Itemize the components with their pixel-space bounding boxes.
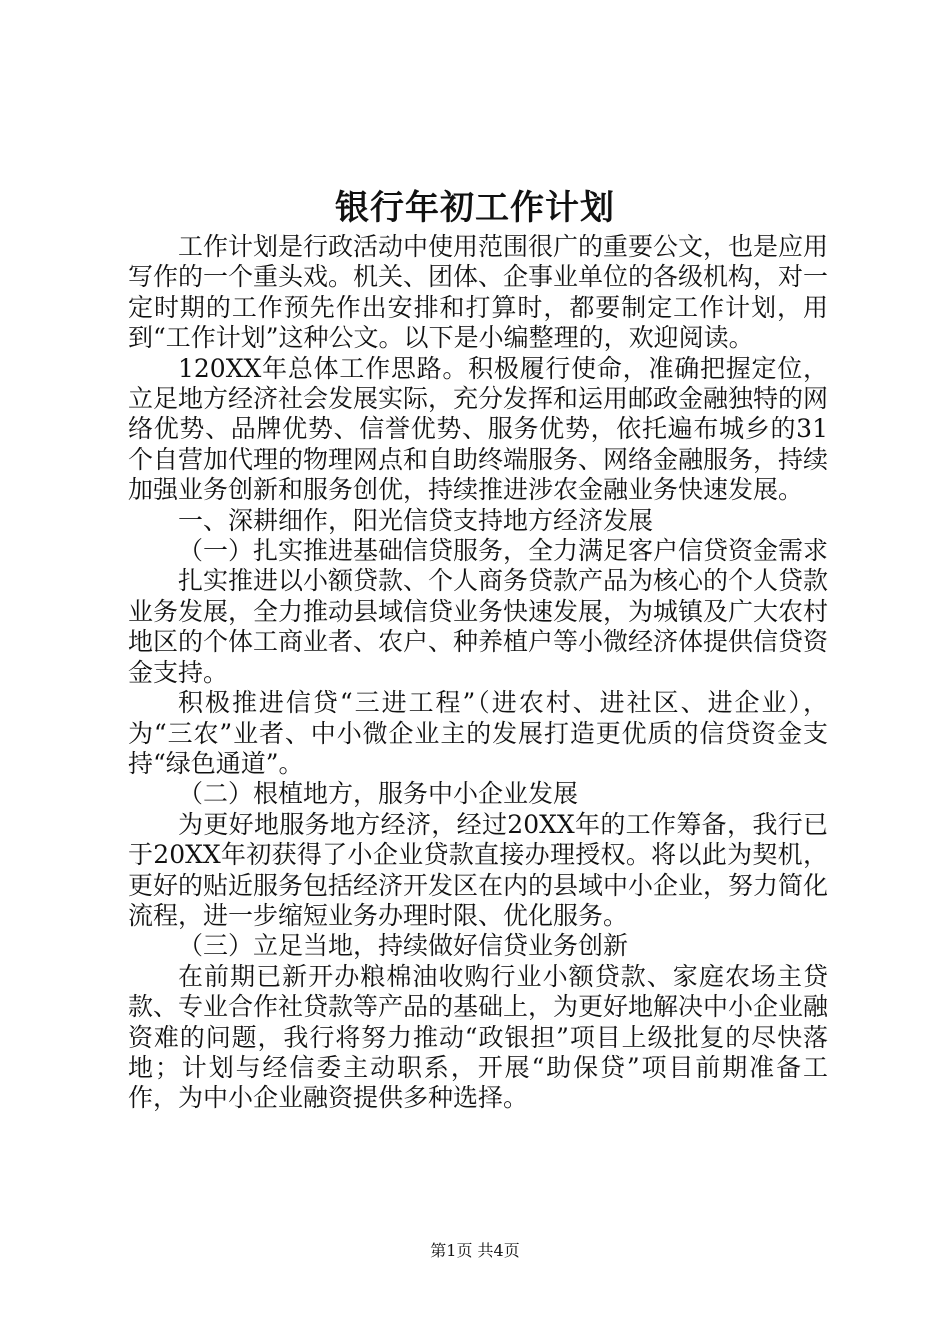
body-paragraph: 在前期已新开办粮棉油收购行业小额贷款、家庭农场主贷款、专业合作社贷款等产品的基础上，为更好地解决中小企业融资难的问题，我行将努力推动“政银担”项目上级批复的尽快落地；计划与经信委主动职系，开展“助保贷”项目前期准备工作，为中小企业融资提供多种选择。 bbox=[128, 961, 829, 1113]
body-paragraph: 积极推进信贷“三进工程”（进农村、进社区、进企业），为“三农”业者、中小微企业主的发展打造更优质的信贷资金支持“绿色通道”。 bbox=[128, 688, 828, 778]
body-paragraph: 为更好地服务地方经济，经过20XX年的工作筹备，我行已于20XX年初获得了小企业贷款直接办理授权。将以此为契机，更好的贴近服务包括经济开发区在内的县域中小企业，努力简化流程，进一步缩短业务办理时限、优化服务。 bbox=[128, 809, 829, 930]
body-paragraph: 扎实推进以小额贷款、个人商务贷款产品为核心的个人贷款业务发展，全力推动县域信贷业务快速发展，为城镇及广大农村地区的个体工商业者、农户、种养植户等小微经济体提供信贷资金支持。 bbox=[128, 566, 829, 687]
page-number: 第1页 共4页 bbox=[430, 1241, 520, 1260]
subsection-heading-1: （一）扎实推进基础信贷服务，全力满足客户信贷资金需求 bbox=[178, 536, 829, 566]
section-heading-1: 一、深耕细作，阳光信贷支持地方经济发展 bbox=[178, 505, 654, 535]
intro-paragraph: 工作计划是行政活动中使用范围很广的重要公文，也是应用写作的一个重头戏。机关、团体、企事业单位的各级机构，对一定时期的工作预先作出安排和打算时，都要制定工作计划，用到“工作计划”这种公文。以下是小编整理的，欢迎阅读。 bbox=[128, 232, 829, 353]
document-title: 银行年初工作计划 bbox=[335, 188, 615, 228]
document-body bbox=[128, 232, 828, 1114]
subsection-heading-2: （二）根植地方，服务中小企业发展 bbox=[178, 779, 579, 809]
subsection-heading-3: （三）立足当地，持续做好信贷业务创新 bbox=[178, 931, 629, 961]
overall-plan-paragraph: 120XX年总体工作思路。积极履行使命，准确把握定位，立足地方经济社会发展实际，充分发挥和运用邮政金融独特的网络优势、品牌优势、信誉优势、服务优势，依托遍布城乡的31个自营加代理的物理网点和自助终端服务、网络金融服务，持续加强业务创新和服务创优，持续推进涉农金融业务快速发展。 bbox=[128, 353, 829, 505]
